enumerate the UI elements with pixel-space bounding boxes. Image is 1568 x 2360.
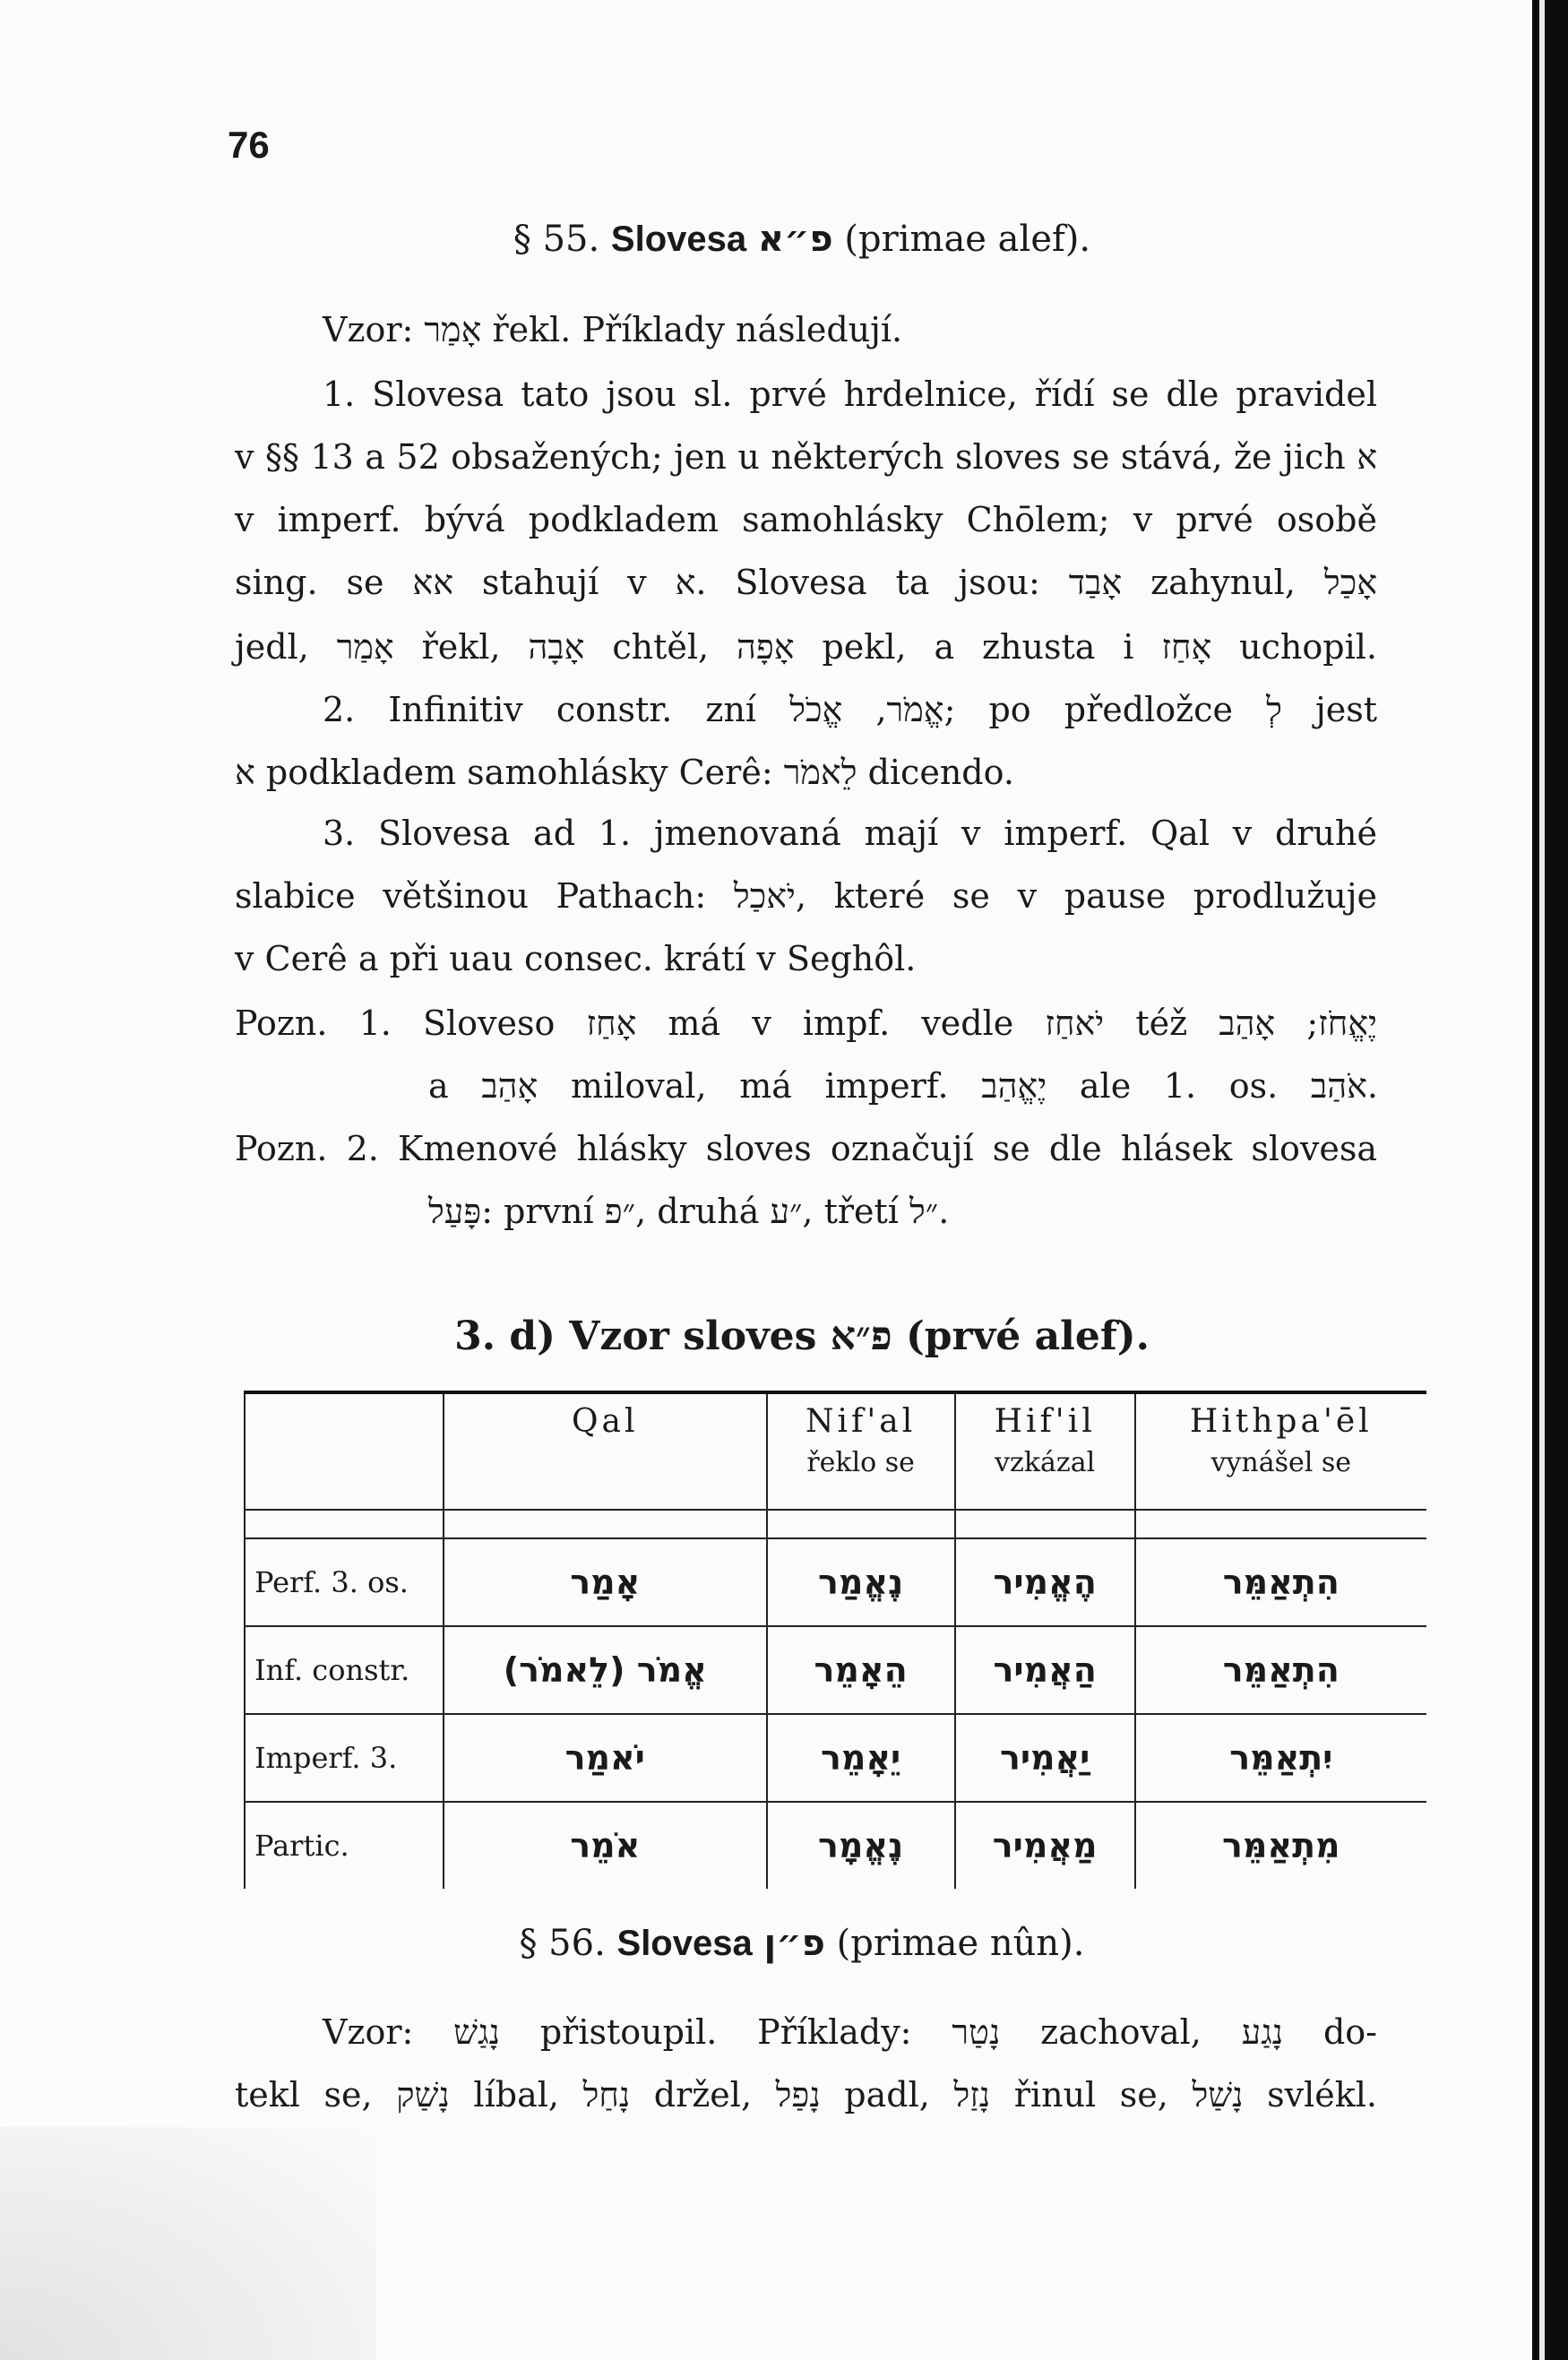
header-nifal: Nif'al řeklo se (767, 1392, 955, 1510)
cell-hifil: הֶאֱמִיר (955, 1538, 1135, 1626)
text-line: jedl, אָמַר řekl, אָבָה chtěl, אָפָה pekl, a zhusta i אָחַז uchopil. (235, 627, 1377, 667)
section-subtitle: (primae nûn). (836, 1923, 1085, 1964)
text-line: 3. Slovesa ad 1. jmenovaná mají v imperf. Qal v druhé (323, 814, 1377, 853)
text-line: 1. Slovesa tato jsou sl. prvé hrdelnice, řídí se dle pravidel (323, 375, 1377, 414)
cell-hithpael: יִתְאַמֵּר (1135, 1714, 1426, 1802)
text-line: sing. se אא stahují v א. Slovesa ta jsou: אָבַד zahynul, אָכַל (235, 563, 1377, 602)
scan-shadow (0, 2127, 376, 2360)
row-label: Imperf. 3. (245, 1714, 444, 1802)
cell-hithpael: מִתְאַמֵּר (1135, 1802, 1426, 1889)
section-subtitle: (primae alef). (844, 219, 1091, 260)
table-row (245, 1714, 1426, 1802)
text-line: Pozn. 1. Sloveso אָחַז má v impf. vedle יֹאחַז též יֶאֱחֹז; אָהַב (235, 1003, 1378, 1043)
cell-nifal: הֵאָמֵר (767, 1626, 955, 1714)
paradigm-table (244, 1391, 1426, 1889)
table-spacer (245, 1510, 1426, 1538)
table-row (245, 1802, 1426, 1889)
table-title: 3. d) Vzor sloves פ״א (prvé alef). (454, 1314, 1150, 1359)
table-row (245, 1538, 1426, 1626)
section-title: Slovesa (616, 1924, 753, 1963)
section-hebrew: פ״א (757, 219, 833, 260)
text-line: v imperf. bývá podkladem samohlásky Chōlem; v prvé osobě (235, 500, 1377, 539)
row-label: Inf. constr. (245, 1626, 444, 1714)
row-label: Perf. 3. os. (245, 1538, 444, 1626)
text-line: Pozn. 2. Kmenové hlásky sloves označují se dle hlásek slovesa (235, 1129, 1377, 1168)
page-number: 76 (228, 124, 270, 166)
header-qal: Qal (444, 1392, 767, 1510)
cell-hithpael: הִתְאַמֵּר (1135, 1626, 1426, 1714)
text-line: tekl se, נָשַׁק líbal, נָחַל držel, נָפַל padl, נָזַל řinul se, נָשַׁל svlékl. (235, 2075, 1378, 2115)
cell-nifal: נֶאֱמַר (767, 1538, 955, 1626)
text-line: Vzor: אָמַר řekl. Příklady následují. (323, 310, 903, 349)
section-mark: § 55. (513, 219, 600, 260)
text-line: Vzor: נָגַשׁ přistoupil. Příklady: נָטַר zachoval, נָגַע do- (323, 2012, 1378, 2052)
text-line: slabice většinou Pathach: יֹאכַל, které se v pause prodlužuje (235, 876, 1377, 916)
cell-qal: יֹאמַר (444, 1714, 767, 1802)
header-hifil: Hif'il vzkázal (955, 1392, 1135, 1510)
text-line: v §§ 13 a 52 obsažených; jen u některých sloves se stává, že jich א (235, 437, 1377, 477)
table-header-row (245, 1392, 1426, 1510)
table-row (245, 1626, 1426, 1714)
cell-nifal: נֶאֱמָר (767, 1802, 955, 1889)
cell-nifal: יֵאָמֵר (767, 1714, 955, 1802)
section-mark: § 56. (519, 1923, 606, 1964)
row-label: Partic. (245, 1802, 444, 1889)
cell-qal: אֱמֹר (לֵאמֹר) (444, 1626, 767, 1714)
section-title: Slovesa (610, 220, 747, 259)
section-56-heading (224, 1923, 1380, 1964)
cell-hifil: הַאֲמִיר (955, 1626, 1135, 1714)
text-line: a אָהַב miloval, má imperf. יֶאֱהַב ale 1. os. אֹהַב. (428, 1066, 1378, 1106)
cell-hithpael: הִתְאַמֵּר (1135, 1538, 1426, 1626)
header-blank (245, 1392, 444, 1510)
scan-edge (1532, 0, 1568, 2360)
cell-qal: אָמַר (444, 1538, 767, 1626)
cell-qal: אֹמֵר (444, 1802, 767, 1889)
text-line: v Cerê a při uau consec. krátí v Seghôl. (235, 939, 917, 978)
cell-hifil: יַאֲמִיר (955, 1714, 1135, 1802)
text-line: א podkladem samohlásky Cerê: לֵאמֹר dicendo. (235, 753, 1014, 792)
text-line: פָּעַל: první ״פ, druhá ״ע, třetí ״ל. (428, 1192, 950, 1231)
section-hebrew: פ״ן (763, 1923, 825, 1964)
section-55-heading (224, 219, 1380, 260)
cell-hifil: מַאֲמִיר (955, 1802, 1135, 1889)
header-hithpael: Hithpa'ēl vynášel se (1135, 1392, 1426, 1510)
text-line: 2. Infinitiv constr. zní אֱמֹר, אֱכֹל; po předložce לְ jest (323, 690, 1378, 729)
